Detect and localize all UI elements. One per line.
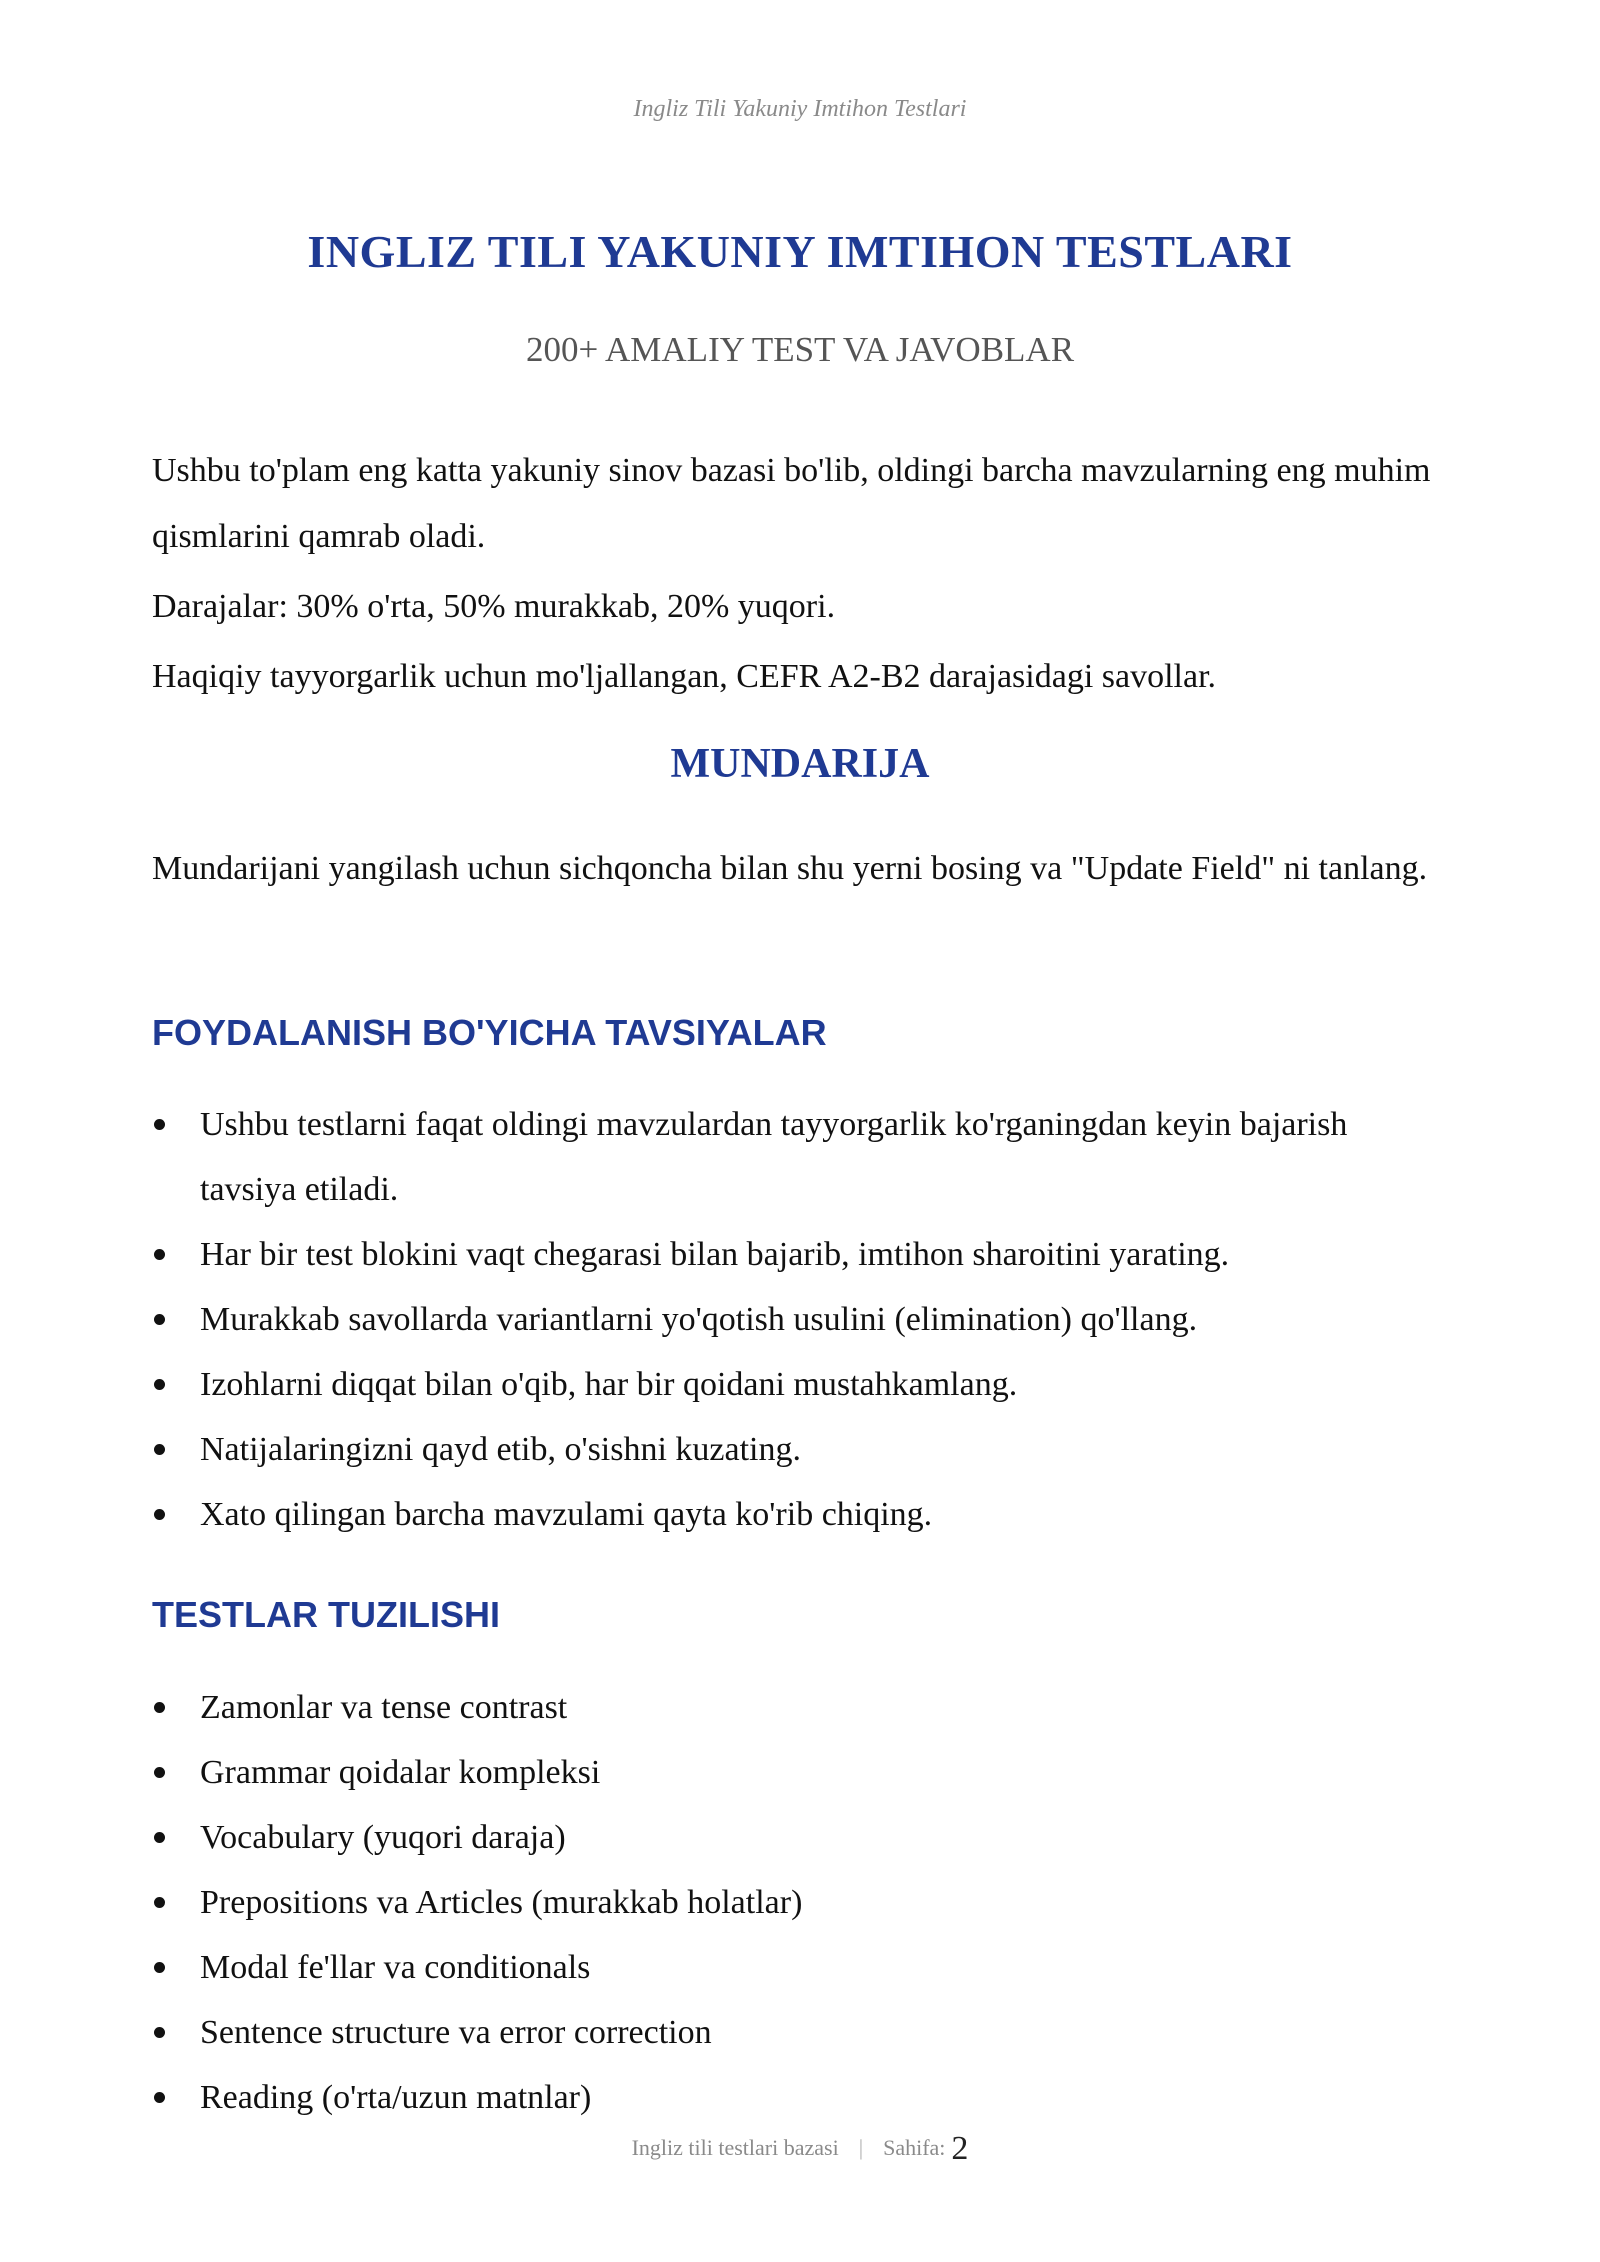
list-item: [152, 1222, 1452, 1287]
list-item-text: Sentence structure va error correction: [200, 2014, 712, 2051]
list-item: [152, 2065, 1452, 2130]
list-item-text: Reading (o'rta/uzun matnlar): [200, 2079, 592, 2116]
list-item: [152, 1417, 1452, 1482]
intro-block: [152, 438, 1452, 710]
bullet-icon: [154, 2092, 165, 2103]
footer-separator: |: [858, 2135, 864, 2160]
list-item: [152, 2000, 1452, 2065]
bullet-icon: [154, 1249, 165, 1260]
list-item-text: Modal fe'llar va conditionals: [200, 1949, 591, 1986]
list-item-text: Murakkab savollarda variantlarni yo'qotish usulini (elimination) qo'llang.: [200, 1301, 1198, 1338]
list-item: [152, 1482, 1452, 1547]
list-item: [152, 1675, 1452, 1740]
bullet-icon: [154, 1962, 165, 1973]
bullet-icon: [154, 1444, 165, 1455]
page-footer: [0, 2130, 1600, 2168]
list-item: [152, 1352, 1452, 1417]
list-item: [152, 1287, 1452, 1352]
list-item: [152, 1805, 1452, 1870]
list-item-text: Zamonlar va tense contrast: [200, 1689, 568, 1726]
list-item: [152, 1092, 1452, 1222]
toc-update-field[interactable]: Mundarijani yangilash uchun sichqoncha bilan shu yerni bosing va "Update Field" ni tanlang.: [152, 850, 1428, 887]
running-header: Ingliz Tili Yakuniy Imtihon Testlari: [633, 96, 967, 122]
intro-paragraph: Ushbu to'plam eng katta yakuniy sinov bazasi bo'lib, oldingi barcha mavzularning eng muhim qismlarini qamrab oladi.: [152, 452, 1431, 555]
intro-paragraph: Haqiqiy tayyorgarlik uchun mo'ljallangan, CEFR A2-B2 darajasidagi savollar.: [152, 658, 1217, 695]
list-item: [152, 1740, 1452, 1805]
bullet-icon: [154, 1119, 165, 1130]
list-item-text: Izohlarni diqqat bilan o'qib, har bir qoidani mustahkamlang.: [200, 1366, 1018, 1403]
bullet-icon: [154, 1832, 165, 1843]
list-item-text: Vocabulary (yuqori daraja): [200, 1819, 566, 1856]
bullet-icon: [154, 1702, 165, 1713]
bullet-icon: [154, 1314, 165, 1325]
list-item-text: Har bir test blokini vaqt chegarasi bilan bajarib, imtihon sharoitini yarating.: [200, 1236, 1230, 1273]
bullet-icon: [154, 1509, 165, 1520]
bullet-icon: [154, 1767, 165, 1778]
toc-heading: MUNDARIJA: [670, 741, 930, 787]
bullet-icon: [154, 1379, 165, 1390]
intro-paragraph: Darajalar: 30% o'rta, 50% murakkab, 20% yuqori.: [152, 588, 836, 625]
footer-label: Ingliz tili testlari bazasi: [631, 2135, 839, 2160]
list-item-text: Prepositions va Articles (murakkab holatlar): [200, 1884, 803, 1921]
list-item-text: Xato qilingan barcha mavzulami qayta ko'rib chiqing.: [200, 1496, 933, 1533]
section-heading-test-structure: TESTLAR TUZILISHI: [152, 1594, 500, 1635]
section-heading-recommendations: FOYDALANISH BO'YICHA TAVSIYALAR: [152, 1012, 827, 1053]
document-subtitle: 200+ AMALIY TEST VA JAVOBLAR: [525, 330, 1075, 369]
list-item: [152, 1935, 1452, 2000]
list-item-text: Grammar qoidalar kompleksi: [200, 1754, 601, 1791]
bullet-icon: [154, 2027, 165, 2038]
recommendations-list: [152, 1092, 1452, 1547]
list-item-text: Natijalaringizni qayd etib, o'sishni kuzating.: [200, 1431, 801, 1468]
document-title: INGLIZ TILI YAKUNIY IMTIHON TESTLARI: [307, 226, 1293, 277]
test-structure-list: [152, 1675, 1452, 2130]
list-item: [152, 1870, 1452, 1935]
page-number-label: Sahifa:: [883, 2135, 946, 2160]
page-number: 2: [951, 2130, 969, 2167]
bullet-icon: [154, 1897, 165, 1908]
list-item-text: Ushbu testlarni faqat oldingi mavzulardan tayyorgarlik ko'rganingdan keyin bajarish tavsiya etiladi.: [200, 1106, 1348, 1208]
